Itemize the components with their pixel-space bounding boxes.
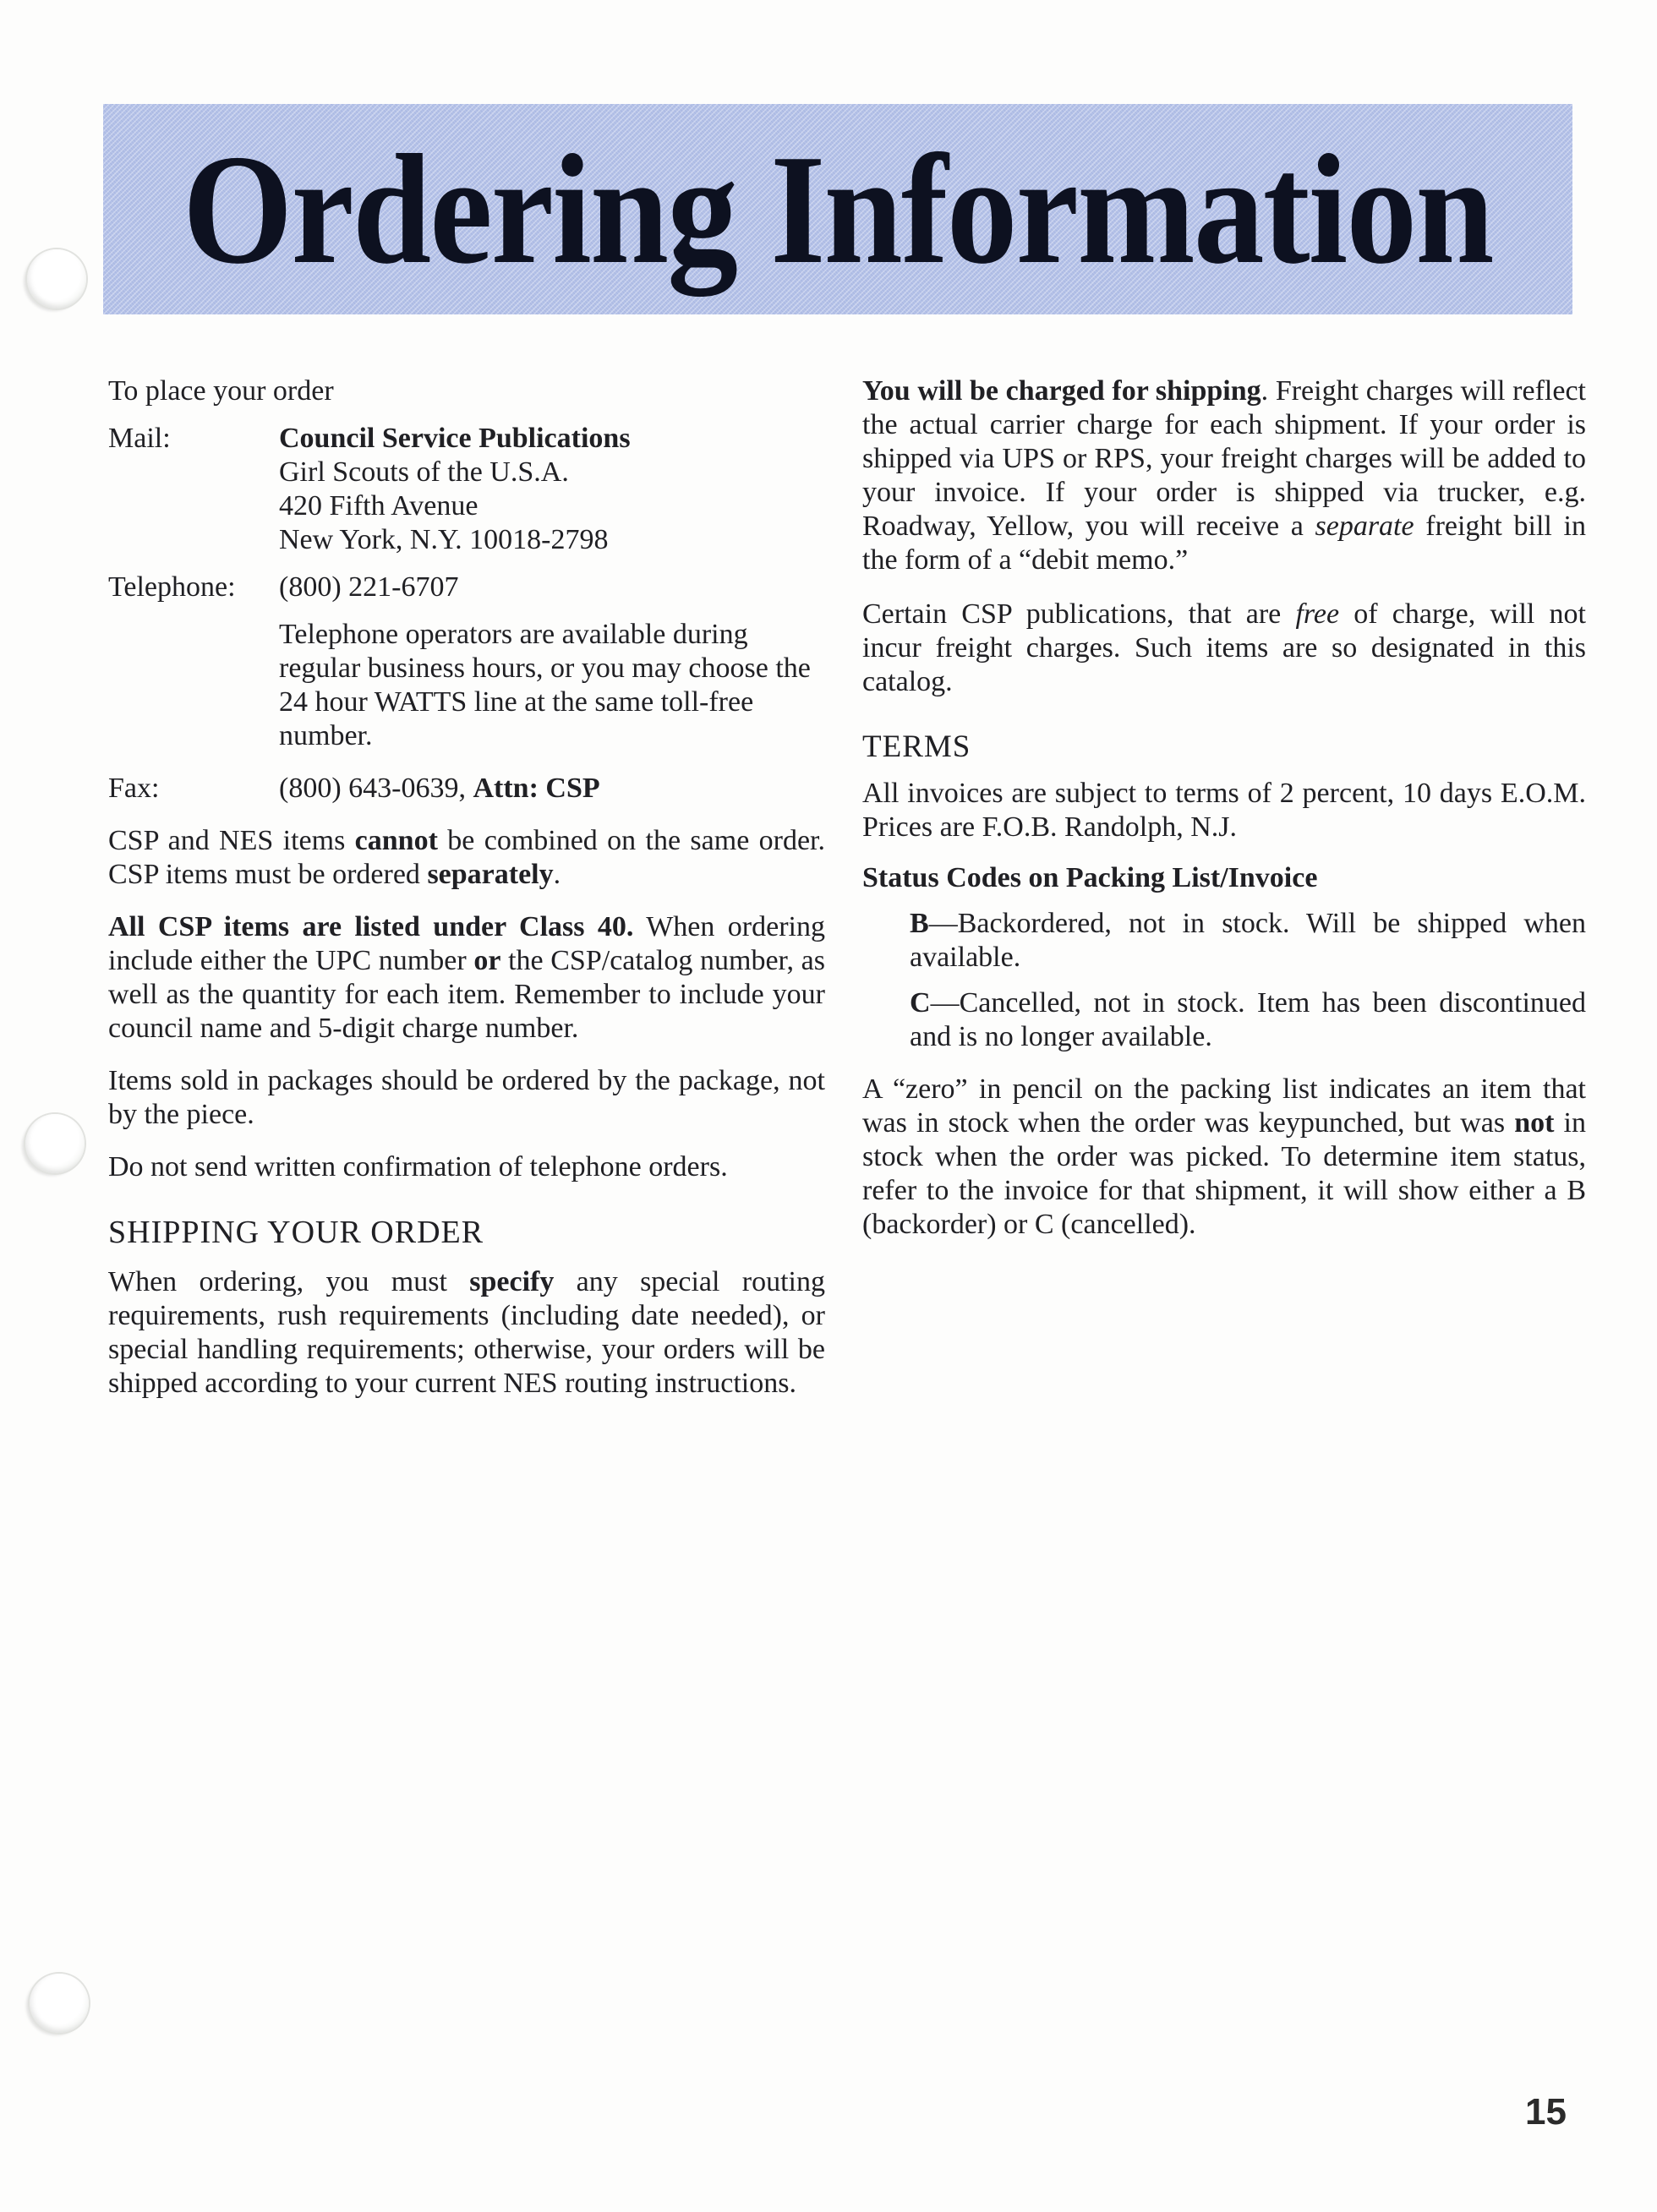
page-title: Ordering Information xyxy=(183,122,1493,297)
text-run: be combined on the same order. CSP items must be ordered xyxy=(108,825,826,890)
address-line xyxy=(279,523,825,557)
text-run: When ordering include either the UPC number xyxy=(108,911,825,976)
text-run: CSP and NES items xyxy=(108,825,355,856)
text-run: free xyxy=(1295,598,1340,630)
text-run: cannot xyxy=(354,825,438,856)
para-shipping xyxy=(108,1265,825,1401)
para-terms xyxy=(862,777,1586,844)
binder-hole xyxy=(27,249,86,309)
address-line xyxy=(279,422,825,456)
text-run: You will be charged for shipping xyxy=(862,375,1261,407)
para-class40 xyxy=(108,910,825,1046)
status-item-cancelled xyxy=(862,986,1586,1054)
mail-label: Mail: xyxy=(108,423,171,454)
text-run: or xyxy=(473,945,501,976)
text-run: 420 Fifth Avenue xyxy=(279,490,479,522)
text-run: the CSP/catalog number, as well as the quantity for each item. Remember to include your council name and 5-digit charge number. xyxy=(108,945,826,1044)
text-run: All CSP items are listed under Class 40. xyxy=(108,911,634,942)
text-run: . Freight charges will reflect the actual carrier charge for each shipment. If your order is shipped via UPS or RPS, your freight charges will be added to your invoice. If your order is shipped via trucker, e.g. Roadway, Yellow, you will receive a xyxy=(862,375,1586,542)
text-run: Items sold in packages should be ordered by the package, not by the piece. xyxy=(108,1065,825,1130)
right-column xyxy=(862,374,1586,1242)
text-run: Attn: CSP xyxy=(473,773,600,804)
para-packages xyxy=(108,1064,825,1132)
terms-heading: TERMS xyxy=(862,729,971,764)
telephone-row xyxy=(108,571,825,604)
text-run: Certain CSP publications, that are xyxy=(862,598,1296,630)
text-run: freight bill in the form of a “debit memo.” xyxy=(862,511,1586,576)
text-run: separate xyxy=(1315,511,1414,542)
binder-hole xyxy=(25,1114,85,1173)
text-run: . xyxy=(553,859,561,890)
fax-row xyxy=(108,772,825,806)
fax-number xyxy=(279,772,825,806)
text-run: A “zero” in pencil on the packing list indicates an item that was in stock when the order was keypunched, but was xyxy=(862,1073,1586,1139)
text-run: separately xyxy=(427,859,554,890)
status-item-backordered xyxy=(862,907,1586,975)
text-run: Council Service Publications xyxy=(279,423,631,454)
text-run: not xyxy=(1514,1107,1555,1139)
text-run: specify xyxy=(469,1266,555,1297)
text-run: in stock when the order was picked. To determine item status, refer to the invoice for that shipment, it will show either a B (backorder) or C (cancelled). xyxy=(862,1107,1586,1240)
mail-row xyxy=(108,422,825,557)
text-run: any special routing requirements, rush requirements (including date needed), or special handling requirements; otherwise, your orders will be shipped according to your current NES routing instructions. xyxy=(108,1266,825,1399)
mail-address xyxy=(279,422,825,557)
text-run: All invoices are subject to terms of 2 percent, 10 days E.O.M. Prices are F.O.B. Randolph, N.J. xyxy=(862,778,1586,843)
para-confirmation xyxy=(108,1150,825,1184)
binder-hole xyxy=(30,1974,89,2033)
text-run: —Backordered, not in stock. Will be shipped when available. xyxy=(910,908,1586,973)
address-line xyxy=(279,456,825,489)
text-run: B xyxy=(910,908,929,939)
telephone-number: (800) 221-6707 xyxy=(279,571,459,603)
text-run: When ordering, you must xyxy=(108,1266,470,1297)
text-run: (800) 643-0639, xyxy=(279,773,473,804)
text-run: New York, N.Y. 10018-2798 xyxy=(279,524,609,555)
para-csp-nes xyxy=(108,824,825,892)
page-number: 15 xyxy=(1525,2091,1567,2133)
address-line xyxy=(279,489,825,523)
text-run: Do not send written confirmation of telephone orders. xyxy=(108,1151,728,1182)
status-codes-heading: Status Codes on Packing List/Invoice xyxy=(862,862,1318,893)
title-banner xyxy=(103,104,1572,314)
left-column xyxy=(108,374,825,1401)
para-shipping-charge xyxy=(862,374,1586,577)
text-run: C xyxy=(910,987,931,1019)
text-run: —Cancelled, not in stock. Item has been discontinued and is no longer available. xyxy=(910,987,1586,1052)
fax-label: Fax: xyxy=(108,773,160,804)
text-run: Girl Scouts of the U.S.A. xyxy=(279,456,569,488)
text-run: of charge, will not incur freight charges. Such items are so designated in this catalog. xyxy=(862,598,1586,697)
para-zero-pencil xyxy=(862,1073,1586,1242)
intro-line: To place your order xyxy=(108,375,334,407)
telephone-note: Telephone operators are available during regular business hours, or you may choose the 24 hour WATTS line at the same toll-free number. xyxy=(279,619,811,751)
shipping-heading: SHIPPING YOUR ORDER xyxy=(108,1215,484,1250)
para-free-items xyxy=(862,598,1586,699)
telephone-label: Telephone: xyxy=(108,571,236,603)
